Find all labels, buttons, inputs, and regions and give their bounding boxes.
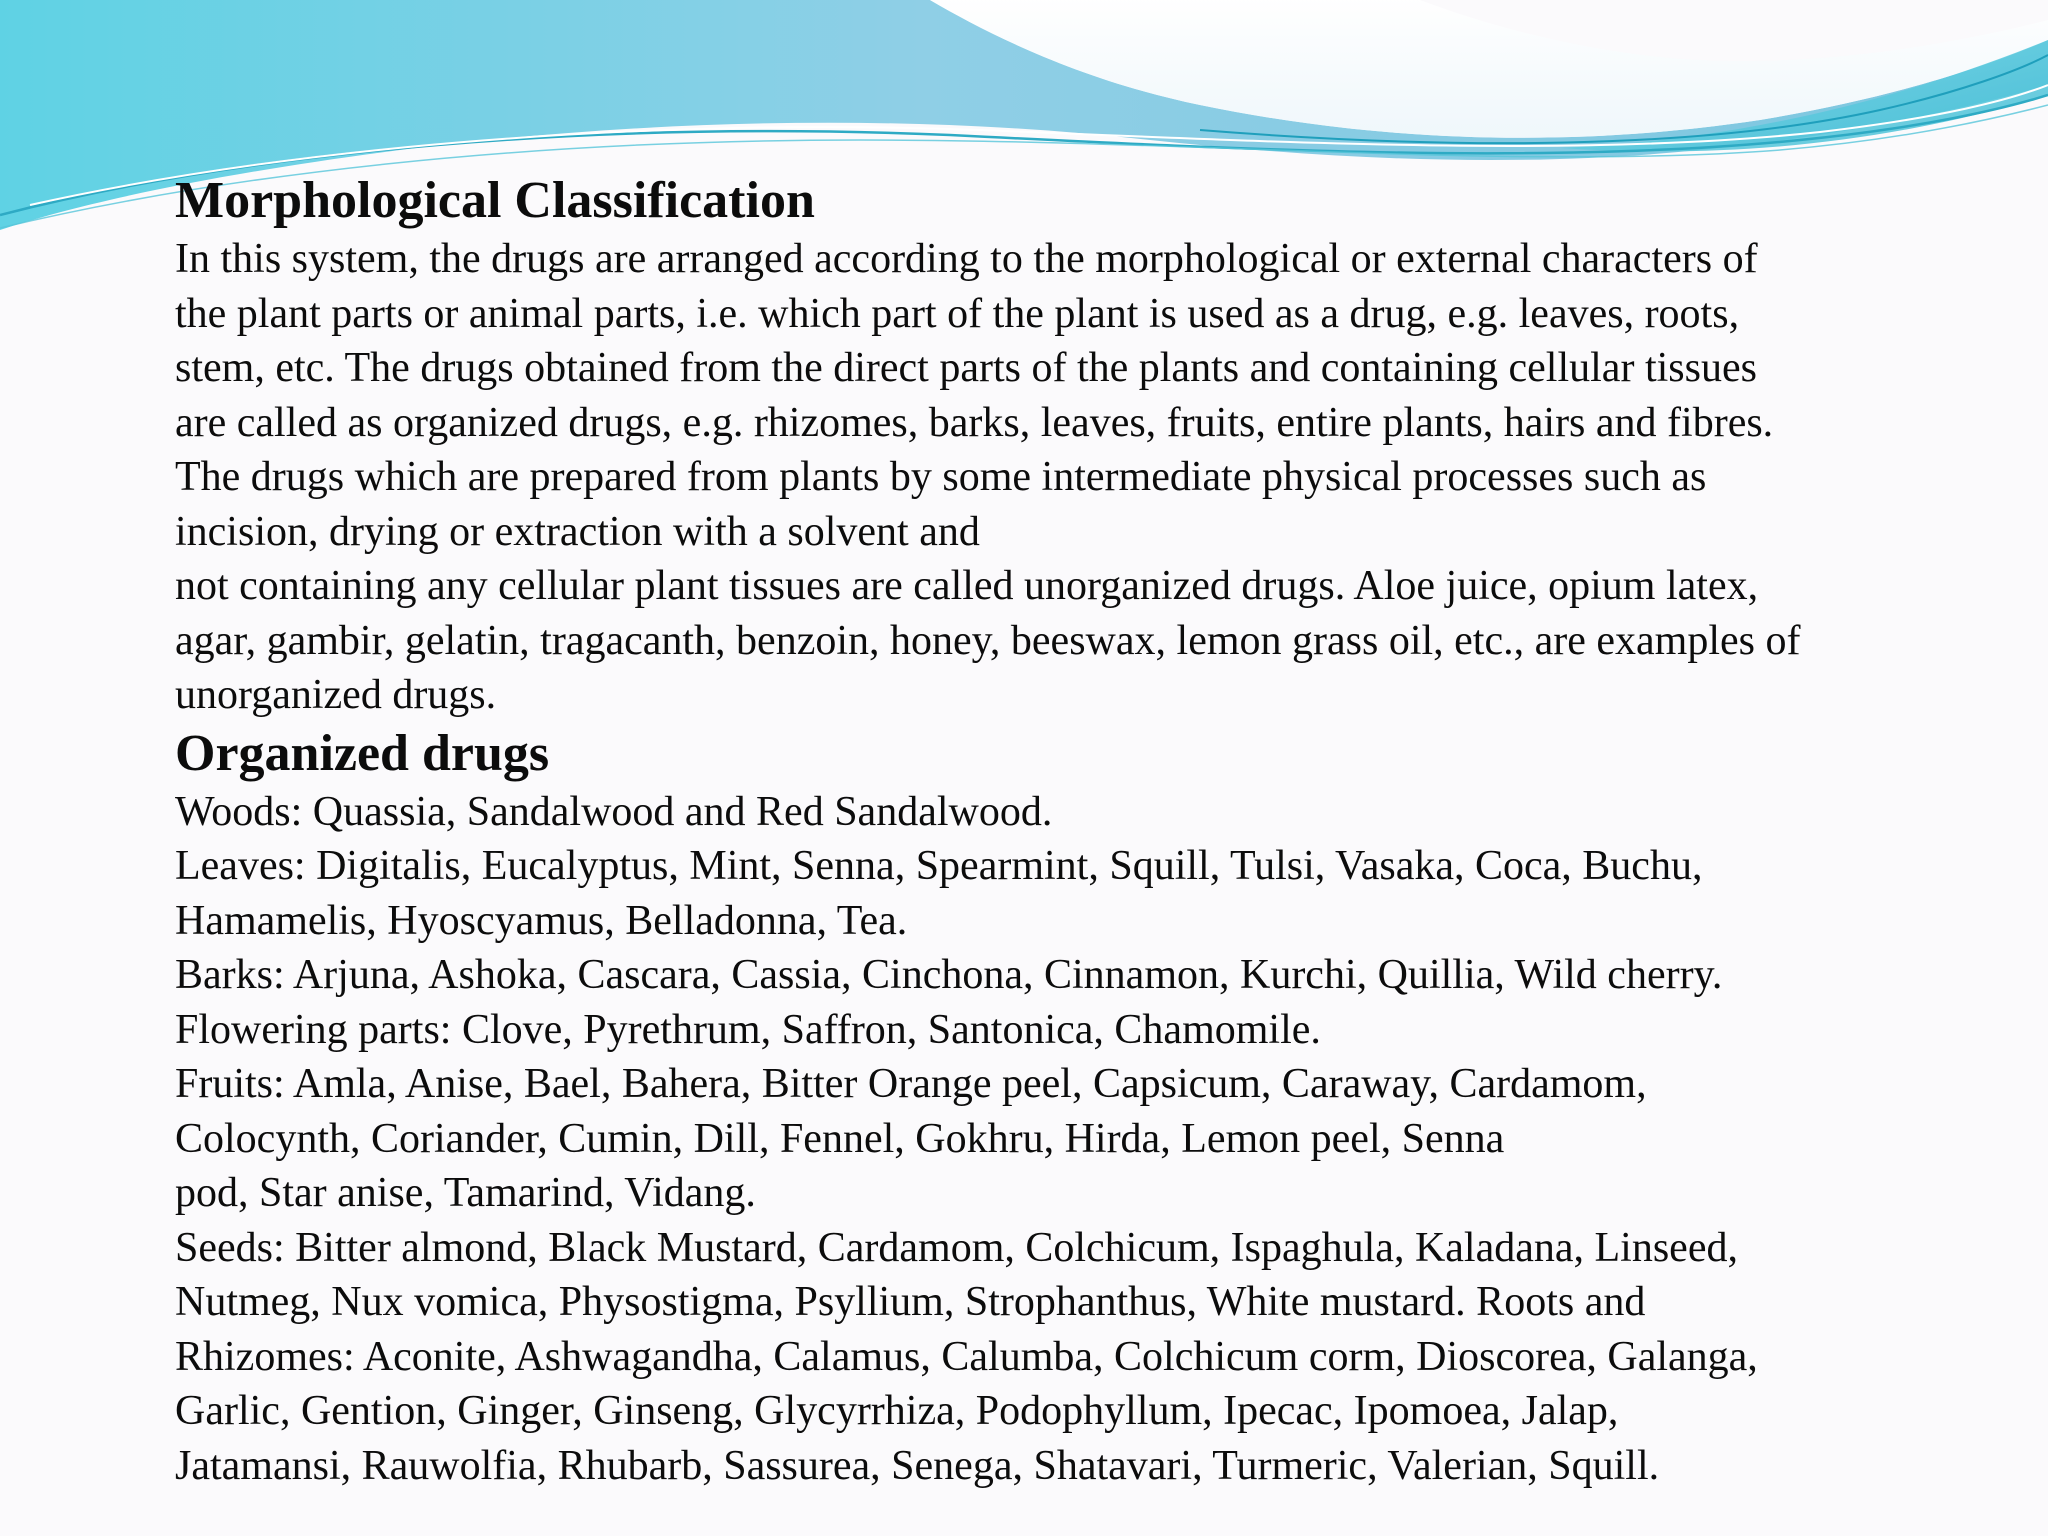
intro-line: stem, etc. The drugs obtained from the direct parts of the plants and containing cellular tissues xyxy=(175,345,1757,391)
intro-line: agar, gambir, gelatin, tragacanth, benzoin, honey, beeswax, lemon grass oil, etc., are examples of xyxy=(175,617,1801,664)
list-line: Fruits: Amla, Anise, Bael, Bahera, Bitter Orange peel, Capsicum, Caraway, Cardamom, xyxy=(175,1061,1647,1107)
list-line: Rhizomes: Aconite, Ashwagandha, Calamus, Calumba, Colchicum corm, Dioscorea, Galanga, xyxy=(175,1333,1758,1380)
list-line: Leaves: Digitalis, Eucalyptus, Mint, Senna, Spearmint, Squill, Tulsi, Vasaka, Coca, Buchu, xyxy=(175,843,1703,889)
list-line: Woods: Quassia, Sandalwood and Red Sandalwood. xyxy=(175,788,1053,835)
list-line: Jatamansi, Rauwolfia, Rhubarb, Sassurea, Senega, Shatavari, Turmeric, Valerian, Squill. xyxy=(175,1442,1660,1489)
slide-content xyxy=(175,170,1975,1493)
intro-line: the plant parts or animal parts, i.e. which part of the plant is used as a drug, e.g. leaves, roots, xyxy=(175,290,1740,337)
intro-line: The drugs which are prepared from plants by some intermediate physical processes such as xyxy=(175,454,1707,500)
intro-line: are called as organized drugs, e.g. rhizomes, barks, leaves, fruits, entire plants, hairs and fibres. xyxy=(175,399,1774,446)
intro-line: not containing any cellular plant tissues are called unorganized drugs. Aloe juice, opium latex, xyxy=(175,563,1759,609)
list-line: Flowering parts: Clove, Pyrethrum, Saffron, Santonica, Chamomile. xyxy=(175,1006,1321,1053)
intro-paragraph xyxy=(175,232,1975,723)
slide-title: Morphological Classification xyxy=(175,172,815,229)
organized-drugs-list xyxy=(175,785,1975,1494)
section-heading-organized-drugs: Organized drugs xyxy=(175,724,550,782)
list-line: Hamamelis, Hyoscyamus, Belladonna, Tea. xyxy=(175,897,908,944)
list-line: pod, Star anise, Tamarind, Vidang. xyxy=(175,1170,756,1216)
list-line: Barks: Arjuna, Ashoka, Cascara, Cassia, Cinchona, Cinnamon, Kurchi, Quillia, Wild cherry. xyxy=(175,952,1723,998)
intro-line: unorganized drugs. xyxy=(175,672,497,718)
list-line: Nutmeg, Nux vomica, Physostigma, Psyllium, Strophanthus, White mustard. Roots and xyxy=(175,1279,1646,1325)
list-line: Seeds: Bitter almond, Black Mustard, Cardamom, Colchicum, Ispaghula, Kaladana, Linseed, xyxy=(175,1224,1738,1271)
intro-line: In this system, the drugs are arranged according to the morphological or external characters of xyxy=(175,236,1758,282)
list-line: Garlic, Gention, Ginger, Ginseng, Glycyrrhiza, Podophyllum, Ipecac, Ipomoea, Jalap, xyxy=(175,1388,1619,1434)
intro-line: incision, drying or extraction with a solvent and xyxy=(175,508,980,555)
list-line: Colocynth, Coriander, Cumin, Dill, Fennel, Gokhru, Hirda, Lemon peel, Senna xyxy=(175,1115,1505,1162)
